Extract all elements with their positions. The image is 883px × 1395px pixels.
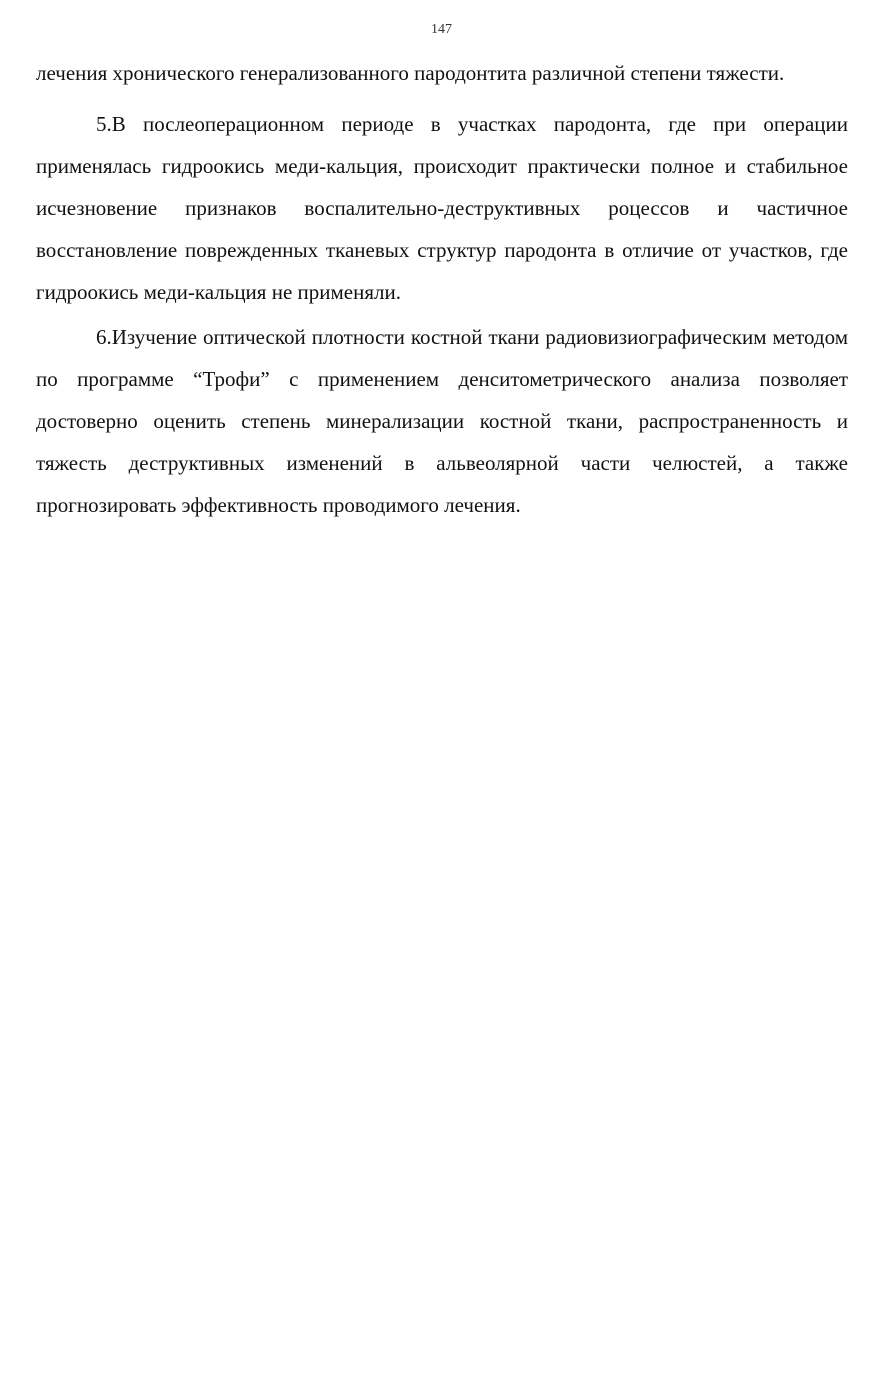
paragraph-conclusion-5: 5.В послеоперационном периоде в участках пародонта, где при операции применялась гидроокись меди-кальция, происходит практически полное и стабильное исчезновение признаков воспалительно-деструктивных роцессов и частичное восстановление поврежденных тканевых структур пародонта в отличие от участков, где гидроокись меди-кальция не применяли.: [36, 112, 848, 304]
page-number: 147: [431, 22, 452, 37]
page-body: [36, 52, 848, 526]
paragraph-conclusion-6: 6.Изучение оптической плотности костной ткани радиовизиографическим методом по программе “Трофи” с применением денситометрического анализа позволяет достоверно оценить степень минерализации костной ткани, распространенность и тяжесть деструктивных изменений в альвеолярной части челюстей, а также прогнозировать эффективность проводимого лечения.: [36, 325, 848, 517]
paragraph-continuation: лечения хронического генерализованного пародонтита различной степени тяжести.: [36, 61, 785, 85]
